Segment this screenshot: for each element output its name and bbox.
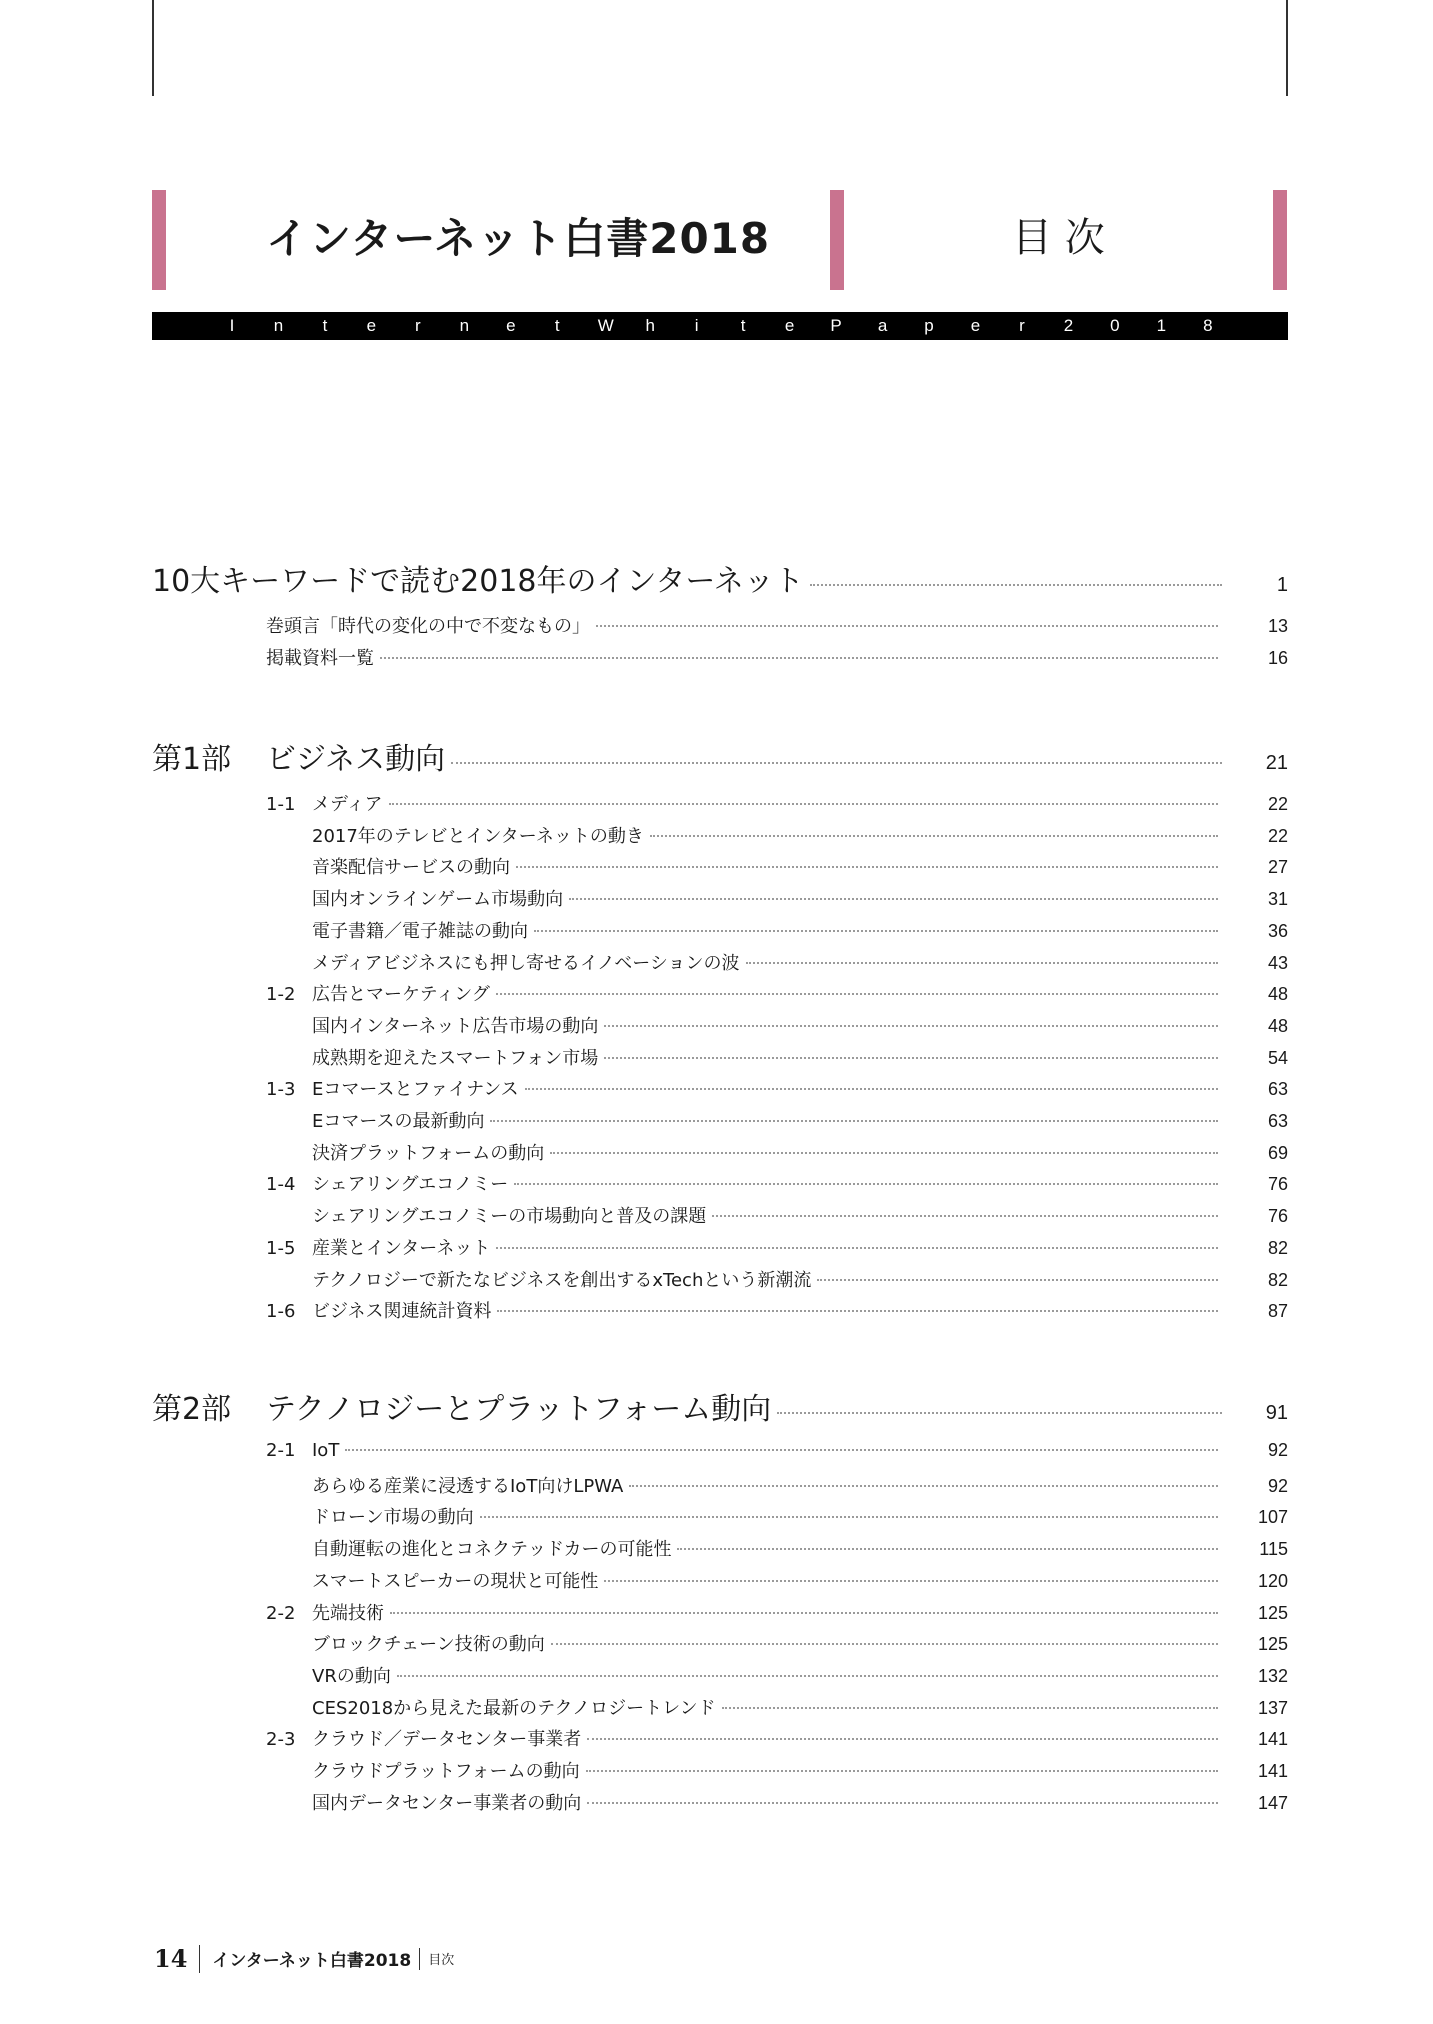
dot-leader [596, 625, 1218, 627]
toc-entry-text: 国内インターネット広告市場の動向 [312, 1015, 599, 1037]
dot-leader [514, 1183, 1218, 1185]
toc-section-entry [266, 790, 1288, 816]
section-number: 2-2 [266, 1602, 296, 1624]
toc-subsection-entry [312, 1789, 1288, 1815]
dot-leader [397, 1675, 1218, 1677]
banner-letter: 0 [1110, 316, 1120, 335]
toc-entry-label [266, 980, 490, 1006]
banner-letter: 1 [1156, 316, 1167, 335]
dot-leader [551, 1643, 1218, 1645]
dot-leader [604, 1580, 1218, 1582]
toc-page-number: 16 [1267, 648, 1288, 668]
toc-page-number: 21 [1265, 752, 1288, 774]
toc-entry-label [312, 1472, 623, 1498]
toc-page-number: 48 [1267, 984, 1288, 1005]
toc-entry-label [312, 1757, 580, 1783]
toc-page-number: 137 [1257, 1697, 1288, 1718]
toc-subsection-entry [312, 1139, 1288, 1165]
toc-page-number: 22 [1267, 794, 1288, 814]
toc-section-entry [266, 1075, 1288, 1101]
toc-entry-label [152, 734, 445, 778]
banner-letter: r [415, 316, 421, 335]
toc-entry-label [266, 644, 374, 670]
banner-letter: n [273, 316, 284, 335]
toc-page-number: 92 [1267, 1475, 1288, 1496]
banner-letter: e [366, 316, 377, 335]
toc-page-number: 82 [1267, 1269, 1288, 1290]
accent-bar-middle [830, 190, 844, 290]
toc-subsection-entry [312, 1202, 1288, 1228]
book-title: インターネット白書2018 [266, 214, 771, 263]
toc-subsection-entry [312, 1472, 1288, 1498]
toc-entry-label [312, 1503, 474, 1529]
toc-page-number: 22 [1267, 825, 1288, 846]
section-number: 1-3 [266, 1079, 296, 1101]
toc-entry-text: ビジネス関連統計資料 [312, 1301, 492, 1323]
toc-page-number: 141 [1257, 1761, 1288, 1781]
toc-entry-label [266, 1599, 384, 1625]
toc-entry-text: 電子書籍／電子雑誌の動向 [312, 920, 528, 942]
dot-leader [722, 1707, 1218, 1709]
english-title-banner [152, 312, 1288, 340]
dot-leader [451, 762, 1222, 764]
toc-page-number: 1 [1276, 574, 1288, 596]
toc-entry-text: Eコマースとファイナンス [312, 1079, 519, 1101]
toc-subsection-entry [312, 1535, 1288, 1561]
dot-leader [604, 1025, 1218, 1027]
toc-subsection-entry [312, 822, 1288, 848]
toc-entry-text: 音楽配信サービスの動向 [312, 857, 510, 879]
toc-page-number: 63 [1267, 1111, 1288, 1131]
toc-entry-text: 成熟期を迎えたスマートフォン市場 [312, 1047, 599, 1069]
banner-letter: a [877, 316, 888, 335]
toc-entry-label [266, 1725, 581, 1751]
dot-leader [587, 1802, 1218, 1804]
toc-page-number: 125 [1257, 1602, 1288, 1623]
toc-page-number: 91 [1265, 1402, 1288, 1424]
toc-entry-label [266, 1297, 491, 1323]
toc-section-entry [266, 1599, 1288, 1625]
dot-leader [712, 1215, 1218, 1217]
toc-section-entry [266, 1440, 1288, 1461]
toc-intro-item [266, 612, 1288, 638]
toc-page-number: 27 [1267, 857, 1288, 878]
footer-book-title: インターネット白書2018 [212, 1951, 412, 1971]
toc-entry-text: 広告とマーケティング [312, 984, 490, 1006]
toc-entry-text: Eコマースの最新動向 [312, 1111, 485, 1132]
crop-mark-right [1286, 0, 1288, 96]
toc-intro-item [266, 644, 1288, 670]
toc-entry-label [266, 612, 590, 638]
toc-subsection-entry [312, 1266, 1288, 1292]
toc-entry-text: ビジネス動向 [266, 742, 446, 777]
banner-letter: t [554, 316, 560, 335]
footer-page-number: 14 [154, 1944, 188, 1973]
dot-leader [586, 1770, 1218, 1772]
toc-page-number: 87 [1267, 1301, 1288, 1322]
section-number: 1-1 [266, 794, 296, 815]
toc-entry-text: 産業とインターネット [312, 1237, 491, 1259]
banner-letter: I [229, 316, 235, 335]
toc-entry-text: 国内データセンター事業者の動向 [312, 1792, 582, 1814]
toc-page-number: 76 [1267, 1206, 1288, 1227]
toc-entry-text: IoT [312, 1440, 340, 1461]
toc-subsection-entry [312, 1662, 1288, 1688]
toc-subsection-entry [312, 1107, 1288, 1133]
toc-entry-label [266, 1075, 519, 1101]
dot-leader [650, 835, 1218, 837]
toc-section-entry [266, 1234, 1288, 1260]
accent-bar-left [152, 190, 166, 290]
toc-page-number: 107 [1257, 1507, 1288, 1528]
toc-page-number: 92 [1267, 1440, 1288, 1460]
dot-leader [677, 1548, 1218, 1550]
toc-entry-text: シェアリングエコノミー [312, 1174, 509, 1196]
toc-page-number: 132 [1257, 1665, 1288, 1686]
dot-leader [629, 1485, 1218, 1487]
toc-entry-label [312, 1535, 671, 1561]
toc-entry-label [312, 1789, 581, 1815]
dot-leader [516, 866, 1218, 868]
toc-subsection-entry [312, 1630, 1288, 1656]
crop-mark-left [152, 0, 154, 96]
toc-page-number: 115 [1259, 1539, 1288, 1560]
dot-leader [496, 1247, 1218, 1249]
toc-subsection-entry [312, 1012, 1288, 1038]
toc-entry-label [266, 1440, 339, 1461]
dot-leader [345, 1449, 1218, 1451]
part-number: 第2部 [152, 1392, 232, 1427]
toc-entry-text: スマートスピーカーの現状と可能性 [312, 1570, 599, 1592]
toc-entry-text: 2017年のテレビとインターネットの動き [312, 825, 644, 847]
toc-section-entry [266, 980, 1288, 1006]
toc-entry-label [312, 1012, 598, 1038]
banner-letter: n [459, 316, 470, 335]
toc-entry-label [312, 949, 740, 975]
banner-letter: e [506, 316, 516, 335]
dot-leader [534, 930, 1218, 932]
footer-divider [419, 1948, 420, 1970]
dot-leader [390, 1612, 1218, 1614]
toc-entry-label [152, 1384, 771, 1428]
toc-entry-text: 決済プラットフォームの動向 [312, 1142, 545, 1164]
page-footer [154, 1944, 454, 1973]
toc-page-number: 147 [1257, 1792, 1288, 1813]
toc-subsection-entry [312, 949, 1288, 975]
toc-section-entry [266, 1725, 1288, 1751]
toc-intro-heading [152, 556, 1288, 600]
toc-subsection-entry [312, 853, 1288, 879]
dot-leader [550, 1152, 1218, 1154]
accent-bar-right [1273, 190, 1287, 290]
toc-page-number: 43 [1267, 952, 1288, 973]
toc-entry-text: 掲載資料一覧 [266, 648, 374, 669]
toc-entry-text: CES2018から見えた最新のテクノロジートレンド [312, 1697, 716, 1719]
toc-entry-label [312, 853, 510, 879]
toc-entry-text: あらゆる産業に浸透するIoT向けLPWA [312, 1475, 624, 1497]
toc-part-heading [152, 1384, 1288, 1428]
toc-subsection-entry [312, 1044, 1288, 1070]
part-number: 第1部 [152, 742, 232, 777]
toc-page-number: 63 [1267, 1079, 1288, 1100]
toc-entry-label [312, 1694, 716, 1720]
toc-entry-label [312, 1139, 544, 1165]
toc-entry-label [312, 917, 528, 943]
banner-letter: r [1019, 316, 1025, 335]
toc-section-entry [266, 1297, 1288, 1323]
dot-leader [817, 1279, 1218, 1281]
toc-entry-text: 国内オンラインゲーム市場動向 [312, 889, 564, 911]
banner-letter: p [924, 316, 934, 335]
banner-letter: t [740, 316, 746, 335]
toc-subsection-entry [312, 1757, 1288, 1783]
banner-letter: P [830, 316, 842, 335]
dot-leader [389, 803, 1218, 805]
section-number: 1-6 [266, 1301, 296, 1323]
footer-divider [199, 1945, 200, 1973]
toc-page-number: 141 [1257, 1729, 1288, 1750]
banner-letter: t [322, 316, 328, 335]
toc-entry-text: 先端技術 [312, 1602, 384, 1624]
toc-page-number: 48 [1267, 1015, 1288, 1036]
toc-entry-text: ブロックチェーン技術の動向 [312, 1634, 545, 1656]
toc-entry-label [312, 885, 563, 911]
section-title: 目 次 [1012, 215, 1105, 261]
toc-entry-text: メディアビジネスにも押し寄せるイノベーションの波 [312, 952, 740, 974]
dot-leader [380, 657, 1218, 659]
toc-page-number: 13 [1267, 616, 1288, 636]
dot-leader [525, 1088, 1218, 1090]
section-number: 2-3 [266, 1729, 296, 1751]
toc-subsection-entry [312, 1567, 1288, 1593]
banner-letter: W [597, 316, 614, 335]
toc-entry-label [312, 1044, 598, 1070]
toc-section-entry [266, 1170, 1288, 1196]
dot-leader [777, 1412, 1222, 1414]
toc-subsection-entry [312, 1694, 1288, 1720]
section-number: 2-1 [266, 1440, 296, 1461]
section-number: 1-4 [266, 1174, 296, 1196]
toc-entry-label [152, 556, 804, 600]
toc-page-number: 120 [1257, 1570, 1288, 1591]
toc-page-number: 36 [1267, 920, 1288, 941]
toc-entry-label [312, 1202, 706, 1228]
toc-entry-label [312, 1630, 545, 1656]
toc-subsection-entry [312, 885, 1288, 911]
toc-entry-label [312, 1107, 484, 1133]
toc-entry-text: ドローン市場の動向 [312, 1507, 474, 1529]
dot-leader [587, 1738, 1218, 1740]
toc-entry-text: 自動運転の進化とコネクテッドカーの可能性 [312, 1539, 672, 1561]
toc-entry-label [312, 1567, 598, 1593]
banner-letter: i [694, 316, 699, 335]
toc-page-number: 76 [1267, 1174, 1288, 1195]
toc-entry-text: VRの動向 [312, 1665, 391, 1687]
toc-entry-text: クラウド／データセンター事業者 [312, 1729, 582, 1751]
toc-entry-text: 10大キーワードで読む2018年のインターネット [152, 564, 804, 599]
toc-entry-text: シェアリングエコノミーの市場動向と普及の課題 [312, 1206, 707, 1228]
banner-letter: e [970, 316, 981, 335]
toc-entry-label [266, 1170, 508, 1196]
toc-entry-label [312, 822, 644, 848]
section-number: 1-2 [266, 984, 296, 1006]
toc-entry-text: メディア [312, 794, 383, 815]
dot-leader [480, 1516, 1218, 1518]
banner-letter: 2 [1063, 316, 1074, 335]
banner-letter: h [645, 316, 655, 335]
toc-entry-label [266, 1234, 490, 1260]
toc-entry-text: クラウドプラットフォームの動向 [312, 1761, 580, 1782]
toc-entry-text: テクノロジーとプラットフォーム動向 [266, 1392, 772, 1427]
toc-entry-text: テクノロジーで新たなビジネスを創出するxTechという新潮流 [312, 1269, 812, 1291]
dot-leader [496, 993, 1218, 995]
banner-letter: e [784, 316, 795, 335]
toc-subsection-entry [312, 917, 1288, 943]
dot-leader [569, 898, 1218, 900]
toc-page-number: 125 [1257, 1634, 1288, 1655]
dot-leader [497, 1310, 1218, 1312]
toc-entry-text: 巻頭言「時代の変化の中で不変なもの」 [266, 616, 590, 637]
toc-entry-label [312, 1662, 391, 1688]
dot-leader [810, 584, 1222, 586]
toc-subsection-entry [312, 1503, 1288, 1529]
toc-page-number: 31 [1267, 889, 1288, 910]
dot-leader [604, 1057, 1218, 1059]
toc-page-number: 69 [1267, 1142, 1288, 1163]
toc-page-number: 82 [1267, 1237, 1288, 1258]
banner-letter: 8 [1203, 316, 1213, 335]
toc-entry-label [266, 790, 383, 816]
dot-leader [746, 962, 1219, 964]
toc-page-number: 54 [1267, 1047, 1288, 1068]
toc-part-heading [152, 734, 1288, 778]
toc-entry-label [312, 1266, 811, 1292]
section-number: 1-5 [266, 1237, 296, 1259]
footer-section: 目次 [428, 1953, 455, 1968]
dot-leader [490, 1120, 1218, 1122]
